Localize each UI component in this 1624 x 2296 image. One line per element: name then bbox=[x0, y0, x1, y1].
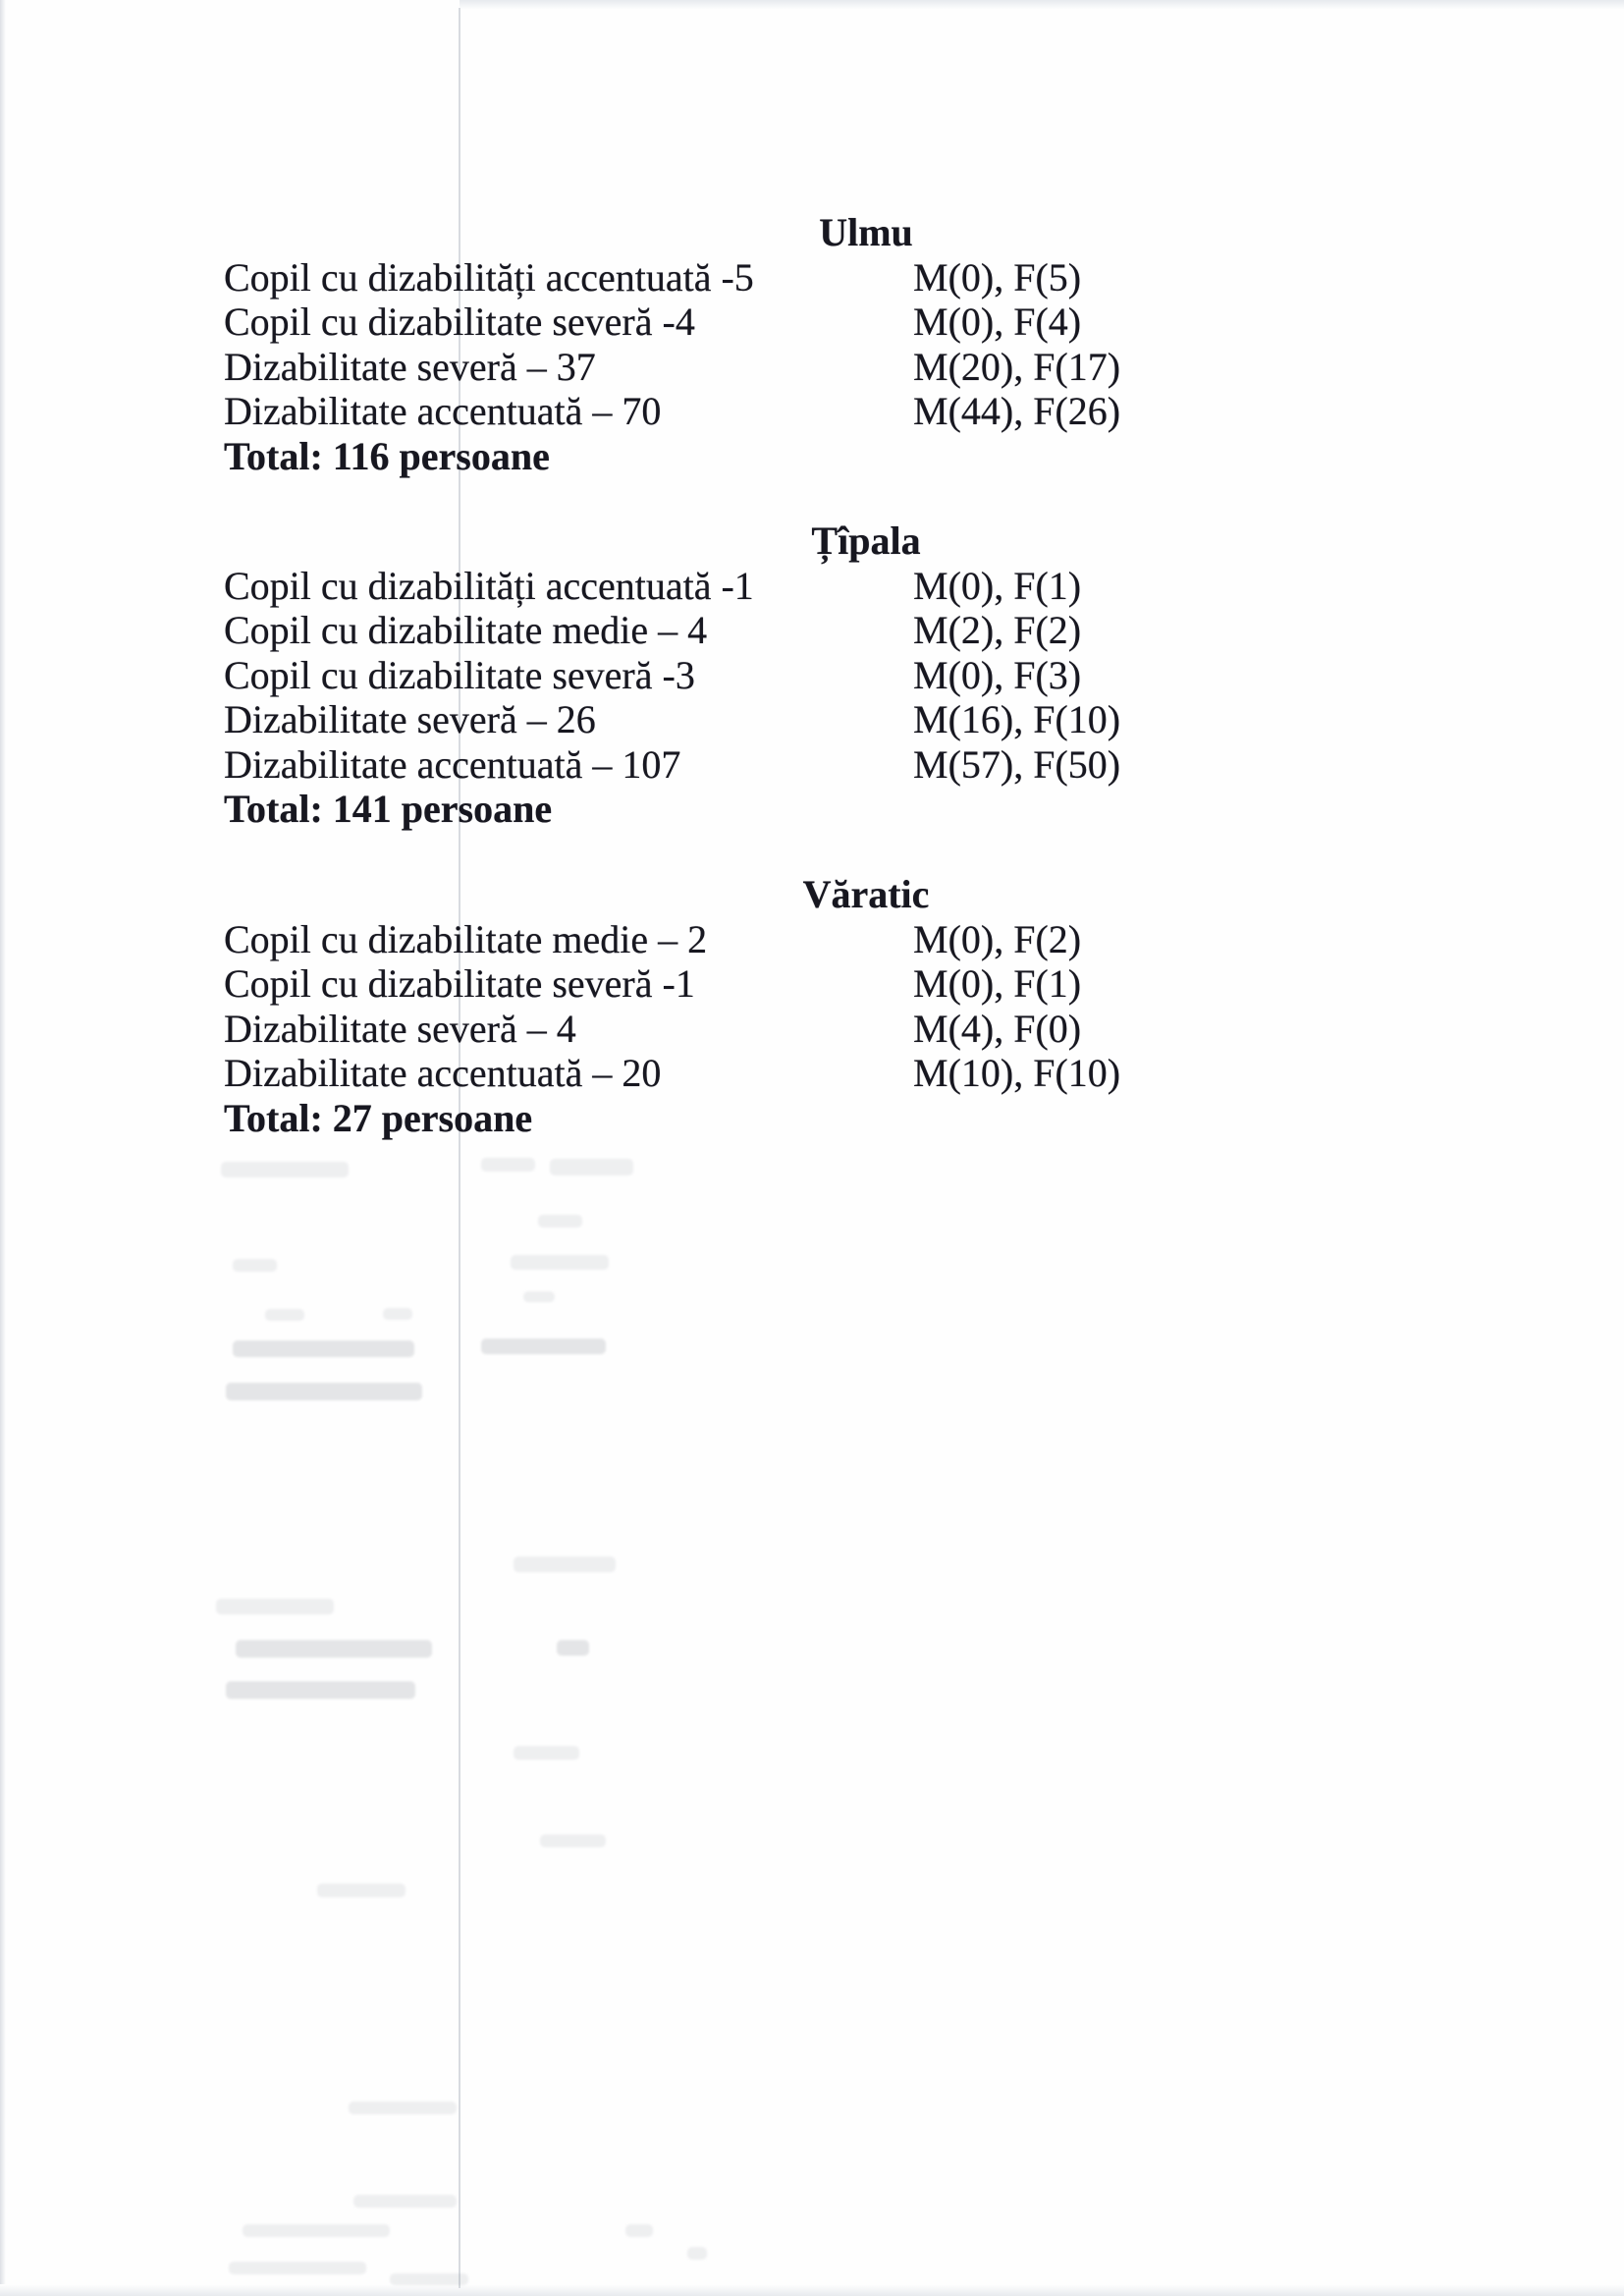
stat-row bbox=[224, 345, 1402, 390]
bleed-through-mark bbox=[550, 1159, 633, 1175]
gender-breakdown: M(44), F(26) bbox=[913, 389, 1121, 433]
bleed-through-mark bbox=[481, 1339, 606, 1354]
stat-row bbox=[224, 961, 1402, 1007]
stat-row bbox=[224, 564, 1402, 609]
bleed-through-mark bbox=[353, 2195, 457, 2208]
stat-row bbox=[224, 608, 1402, 653]
gender-breakdown: M(16), F(10) bbox=[913, 697, 1121, 741]
bleed-through-mark bbox=[221, 1162, 349, 1177]
section-varatic bbox=[224, 872, 1402, 1140]
stat-row bbox=[224, 917, 1402, 962]
stat-row bbox=[224, 742, 1402, 788]
stat-row bbox=[224, 389, 1402, 434]
town-heading: Ulmu bbox=[819, 210, 913, 254]
category-label: Copil cu dizabilități accentuată -1 bbox=[224, 563, 754, 608]
bleed-through-mark bbox=[538, 1215, 582, 1228]
bleed-through-mark bbox=[687, 2247, 707, 2260]
gender-breakdown: M(0), F(1) bbox=[913, 961, 1082, 1006]
total-line: Total: 141 persoane bbox=[224, 787, 553, 831]
scan-edge-left bbox=[0, 0, 6, 2296]
bleed-through-mark bbox=[216, 1599, 334, 1614]
gender-breakdown: M(4), F(0) bbox=[913, 1006, 1082, 1051]
category-label: Copil cu dizabilitate severă -3 bbox=[224, 652, 695, 697]
bleed-through-mark bbox=[226, 1383, 422, 1400]
bleed-through-mark bbox=[511, 1255, 609, 1270]
bleed-through-mark bbox=[383, 1308, 412, 1320]
bleed-through-mark bbox=[229, 2262, 366, 2274]
gender-breakdown: M(20), F(17) bbox=[913, 344, 1121, 389]
gender-breakdown: M(0), F(1) bbox=[913, 563, 1082, 608]
gender-breakdown: M(10), F(10) bbox=[913, 1051, 1121, 1095]
category-label: Dizabilitate accentuată – 20 bbox=[224, 1051, 662, 1095]
category-label: Copil cu dizabilități accentuată -5 bbox=[224, 254, 754, 300]
stat-row bbox=[224, 255, 1402, 301]
section-ulmu bbox=[224, 210, 1402, 478]
category-label: Copil cu dizabilitate severă -4 bbox=[224, 300, 695, 344]
scan-edge-top bbox=[460, 0, 1624, 10]
category-label: Copil cu dizabilitate severă -1 bbox=[224, 961, 695, 1006]
category-label: Dizabilitate severă – 37 bbox=[224, 344, 596, 389]
bleed-through-mark bbox=[226, 1681, 415, 1699]
category-label: Dizabilitate accentuată – 107 bbox=[224, 741, 681, 787]
bleed-through-mark bbox=[625, 2224, 653, 2237]
stat-row bbox=[224, 300, 1402, 345]
bleed-through-mark bbox=[243, 2224, 390, 2237]
stat-row bbox=[224, 1051, 1402, 1096]
category-label: Dizabilitate severă – 26 bbox=[224, 697, 596, 741]
town-heading: Țîpala bbox=[811, 519, 921, 563]
gender-breakdown: M(0), F(4) bbox=[913, 300, 1082, 344]
bleed-through-mark bbox=[317, 1884, 406, 1897]
bleed-through-mark bbox=[265, 1309, 304, 1321]
gender-breakdown: M(0), F(5) bbox=[913, 254, 1082, 300]
town-heading: Văratic bbox=[802, 872, 930, 916]
bleed-through-mark bbox=[233, 1340, 414, 1357]
bleed-through-mark bbox=[349, 2102, 457, 2114]
bleed-through-mark bbox=[236, 1640, 432, 1658]
gender-breakdown: M(0), F(3) bbox=[913, 652, 1082, 697]
bleed-through-mark bbox=[557, 1640, 589, 1656]
category-label: Copil cu dizabilitate medie – 2 bbox=[224, 916, 708, 961]
bleed-through-mark bbox=[390, 2273, 468, 2285]
gender-breakdown: M(0), F(2) bbox=[913, 916, 1082, 961]
stat-row bbox=[224, 697, 1402, 742]
gender-breakdown: M(57), F(50) bbox=[913, 741, 1121, 787]
category-label: Dizabilitate severă – 4 bbox=[224, 1006, 576, 1051]
total-line: Total: 27 persoane bbox=[224, 1095, 533, 1140]
bleed-through-mark bbox=[481, 1158, 535, 1172]
category-label: Dizabilitate accentuată – 70 bbox=[224, 389, 662, 433]
category-label: Copil cu dizabilitate medie – 4 bbox=[224, 608, 708, 652]
bleed-through-mark bbox=[233, 1259, 277, 1272]
stat-row bbox=[224, 653, 1402, 698]
bleed-through-mark bbox=[514, 1557, 616, 1572]
gender-breakdown: M(2), F(2) bbox=[913, 608, 1082, 652]
scan-edge-bottom bbox=[0, 2284, 1624, 2296]
section-tipala bbox=[224, 519, 1402, 832]
bleed-through-mark bbox=[540, 1834, 606, 1847]
total-line: Total: 116 persoane bbox=[224, 433, 550, 478]
stat-row bbox=[224, 1007, 1402, 1052]
bleed-through-mark bbox=[523, 1291, 555, 1302]
bleed-through-mark bbox=[514, 1746, 579, 1760]
